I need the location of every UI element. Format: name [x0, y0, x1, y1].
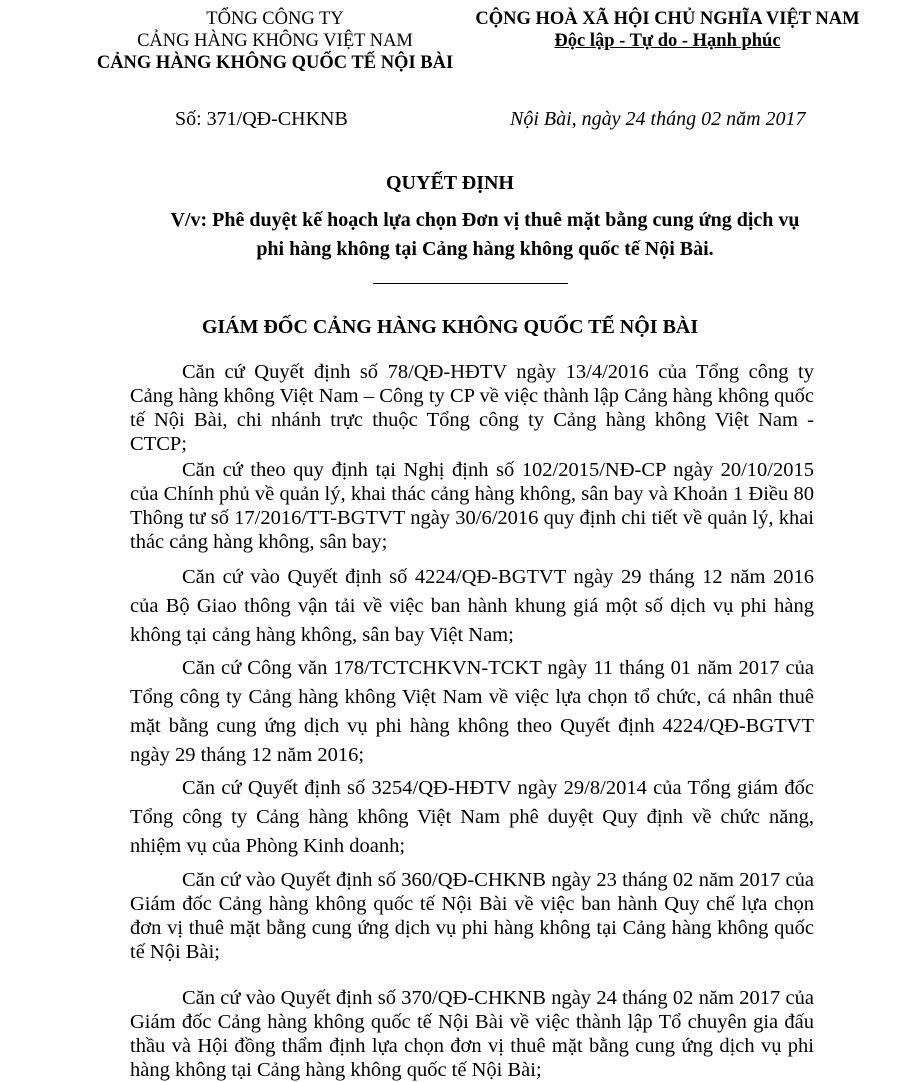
legal-basis-paragraph: Căn cứ vào Quyết định số 4224/QĐ-BGTVT ngày 29 tháng 12 năm 2016 của Bộ Giao thông vận tải về việc ban hành khung giá một số dịch vụ phi hàng không tại cảng hàng không, sân bay Việt Nam; — [130, 566, 814, 646]
parent-organization-line: TỔNG CÔNG TY — [206, 9, 344, 29]
legal-basis-paragraph: Căn cứ theo quy định tại Nghị định số 102/2015/NĐ-CP ngày 20/10/2015 của Chính phủ về quản lý, khai thác cảng hàng không, sân bay và Khoản 1 Điều 80 Thông tư số 17/2016/TT-BGTVT ngày 30/6/2016 quy định chi tiết về quản lý, khai thác cảng hàng không, sân bay; — [130, 459, 814, 553]
national-heading — [455, 8, 880, 52]
legal-basis-paragraph: Căn cứ vào Quyết định số 360/QĐ-CHKNB ngày 23 tháng 02 năm 2017 của Giám đốc Cảng hàng không quốc tế Nội Bài về việc ban hành Quy chế lựa chọn đơn vị thuê mặt bằng cung ứng dịch vụ phi hàng không tại Cảng hàng không quốc tế Nội Bài; — [130, 869, 814, 963]
document-number: Số: 371/QĐ-CHKNB — [175, 108, 348, 130]
place-and-date: Nội Bài, ngày 24 tháng 02 năm 2017 — [510, 108, 806, 130]
legal-basis-paragraph: Căn cứ Quyết định số 78/QĐ-HĐTV ngày 13/4/2016 của Tổng công ty Cảng hàng không Việt Nam – Công ty CP về việc thành lập Cảng hàng không quốc tế Nội Bài, chi nhánh trực thuộc Tổng công ty Cảng hàng không Việt Nam - CTCP; — [130, 361, 814, 455]
legal-basis-paragraph: Căn cứ Công văn 178/TCTCHKVN-TCKT ngày 11 tháng 01 năm 2017 của Tổng công ty Cảng hàng không Việt Nam về việc lựa chọn tổ chức, cá nhân thuê mặt bằng cung ứng dịch vụ phi hàng không theo Quyết định 4224/QĐ-BGTVT ngày 29 tháng 12 năm 2016; — [130, 657, 814, 766]
parent-organization-name: CẢNG HÀNG KHÔNG VIỆT NAM — [137, 31, 413, 51]
issuing-authority: GIÁM ĐỐC CẢNG HÀNG KHÔNG QUỐC TẾ NỘI BÀI — [201, 316, 699, 338]
country-name: CỘNG HOÀ XÃ HỘI CHỦ NGHĨA VIỆT NAM — [475, 9, 860, 29]
subject-line-1: V/v: Phê duyệt kế hoạch lựa chọn Đơn vị thuê mặt bằng cung ứng dịch vụ — [170, 209, 800, 231]
legal-basis-paragraph: Căn cứ vào Quyết định số 370/QĐ-CHKNB ngày 24 tháng 02 năm 2017 của Giám đốc Cảng hàng không quốc tế Nội Bài về việc thành lập Tổ chuyên gia đấu thầu và Hội đồng thẩm định lựa chọn đơn vị thuê mặt bằng cung ứng dịch vụ phi hàng không tại Cảng hàng không quốc tế Nội Bài; — [130, 987, 814, 1081]
divider-line — [373, 283, 568, 284]
legal-basis-paragraph: Căn cứ Quyết định số 3254/QĐ-HĐTV ngày 29/8/2014 của Tổng giám đốc Tổng công ty Cảng hàng không Việt Nam phê duyệt Quy định về chức năng, nhiệm vụ của Phòng Kinh doanh; — [130, 777, 814, 857]
document-subject — [150, 206, 820, 264]
national-motto: Độc lập - Tự do - Hạnh phúc — [554, 31, 781, 51]
document-title: QUYẾT ĐỊNH — [386, 172, 514, 194]
issuing-unit-name: CẢNG HÀNG KHÔNG QUỐC TẾ NỘI BÀI — [96, 53, 454, 73]
issuing-organization — [80, 8, 470, 74]
subject-line-2: phi hàng không tại Cảng hàng không quốc tế Nội Bài. — [256, 238, 714, 260]
